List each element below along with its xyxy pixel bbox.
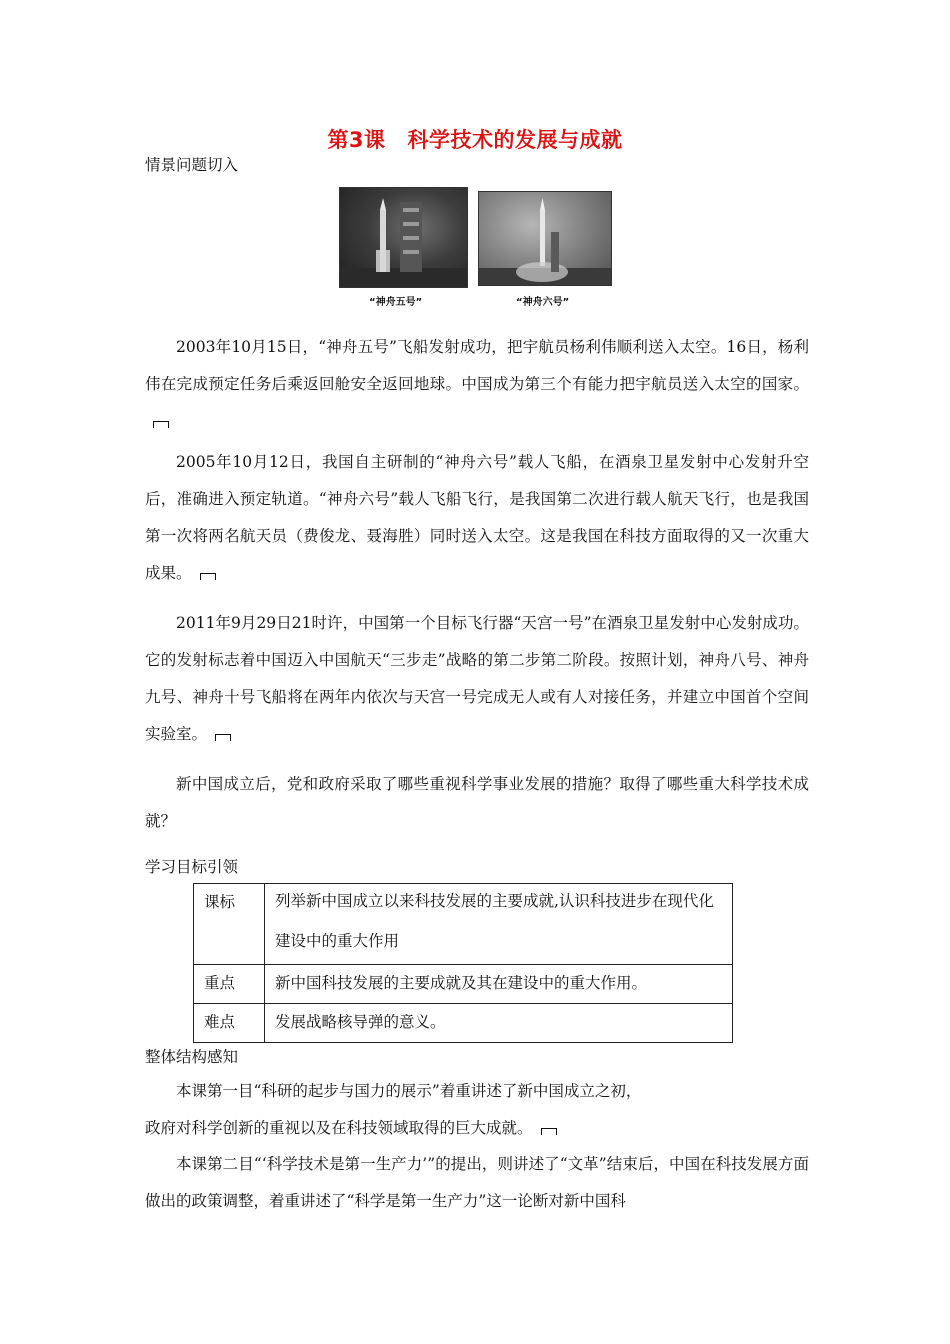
goal-value: 列举新中国成立以来科技发展的主要成就,认识科技进步在现代化建设中的重大作用: [265, 884, 733, 965]
photo-caption-2: “神舟六号”: [516, 297, 570, 308]
paragraph: 2005年10月12日，我国自主研制的“神舟六号”载人飞船，在酒泉卫星发射中心发射升空后，准确进入预定轨道。“神舟六号”载人飞船飞行，是我国第二次进行载人航天飞行，也是我国第一次将两名航天员（费俊龙、聂海胜）同时送入太空。这是我国在科技方面取得的又一次重大成果。: [145, 453, 809, 582]
goals-table: [193, 883, 733, 1043]
table-row: [194, 965, 733, 1004]
paragraph: 2011年9月29日21时许，中国第一个目标飞行器“天宫一号”在酒泉卫星发射中心发射成功。它的发射标志着中国迈入中国航天“三步走”战略的第二步第二阶段。按照计划，神舟八号、神舟九号、神舟十号飞船将在两年内依次与天宫一号完成无人或有人对接任务，并建立中国首个空间实验室。: [145, 614, 809, 743]
rocket-icon: [340, 188, 467, 287]
rocket-launch-photo-1: [339, 187, 468, 288]
section-heading-goals: 学习目标引领: [145, 858, 239, 876]
structure-line: 政府对科学创新的重视以及在科技领域取得的巨大成就。: [145, 1116, 557, 1138]
bracket-mark: [153, 421, 169, 428]
goal-value: 发展战略核导弹的意义。: [265, 1004, 733, 1043]
table-row: [194, 884, 733, 965]
table-row: [194, 1004, 733, 1043]
section-heading-structure: 整体结构感知: [145, 1048, 239, 1066]
rocket-icon: [479, 192, 611, 285]
goal-key: 难点: [194, 1004, 265, 1043]
goal-key: 课标: [194, 884, 265, 965]
goal-value: 新中国科技发展的主要成就及其在建设中的重大作用。: [265, 965, 733, 1004]
bracket-mark: [200, 573, 216, 580]
rocket-launch-photo-2: [478, 191, 612, 286]
goal-key: 重点: [194, 965, 265, 1004]
paragraph: 本课第二目“‘科学技术是第一生产力’”的提出，则讲述了“文革”结束后，中国在科技发展方面做出的政策调整，着重讲述了“科学是第一生产力”这一论断对新中国科: [145, 1155, 809, 1210]
lesson-topic: 科学技术的发展与成就: [407, 128, 623, 152]
photo-caption-1: “神舟五号”: [369, 297, 423, 308]
paragraph: 新中国成立后，党和政府采取了哪些重视科学事业发展的措施？取得了哪些重大科学技术成就？: [145, 775, 809, 830]
paragraph: 2003年10月15日，“神舟五号”飞船发射成功，把宇航员杨利伟顺利送入太空。16日，杨利伟在完成预定任务后乘返回舱安全返回地球。中国成为第三个有能力把宇航员送入太空的国家。: [145, 329, 809, 440]
bracket-mark: [541, 1128, 557, 1135]
lesson-number: 第3课: [327, 128, 386, 152]
page-title: [0, 124, 950, 154]
bracket-mark: [215, 734, 231, 741]
structure-line: 本课第一目“科研的起步与国力的展示”着重讲述了新中国成立之初，: [176, 1082, 642, 1100]
section-heading-intro: 情景问题切入: [145, 156, 239, 174]
